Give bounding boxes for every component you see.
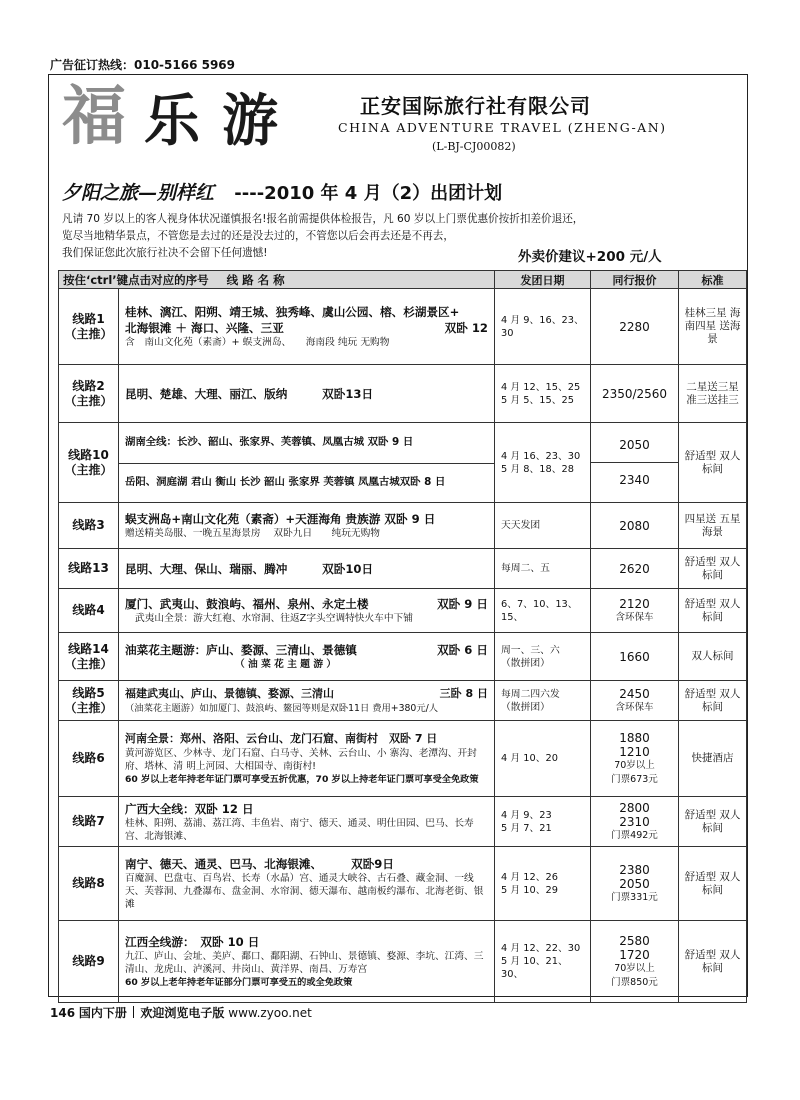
- route-info: 昆明、大理、保山、瑞丽、腾冲 双卧10日: [119, 549, 495, 589]
- route-price: 2120 含环保车: [591, 589, 679, 633]
- route-standard: 快捷酒店: [679, 721, 747, 797]
- route-info: 蜈支洲岛+南山文化苑（素斋）+天涯海角 贵族游 双卧 9 日 赠送精美岛服、一晚五星海景房 双卧九日 纯玩无购物: [119, 503, 495, 549]
- route-standard: 四星送 五星海景: [679, 503, 747, 549]
- route-info: 福建武夷山、庐山、景德镇、婺源、三清山 三卧 8 日 （油菜花主题游）如加厦门、鼓浪屿、鳌园等则是双卧11日 费用+380元/人: [119, 681, 495, 721]
- table-header: [59, 271, 747, 289]
- route-date: 4 月 12、22、30 5 月 10、21、30、: [495, 921, 591, 1003]
- route-price: 1880 1210 70岁以上 门票673元: [591, 721, 679, 797]
- route-standard: 舒适型 双人标间: [679, 681, 747, 721]
- route-price: 2800 2310 门票492元: [591, 797, 679, 847]
- table-row: [59, 847, 747, 921]
- table-row: [59, 721, 747, 797]
- route-price: 2280: [591, 289, 679, 365]
- footer-url-link[interactable]: www.zyoo.net: [228, 1006, 312, 1020]
- route-number-link[interactable]: 线路1 （主推）: [59, 289, 119, 365]
- route-info: 昆明、楚雄、大理、丽江、版纳 双卧13日: [119, 365, 495, 423]
- table-row: [59, 921, 747, 1003]
- route-standard: 舒适型 双人标间: [679, 921, 747, 1003]
- header-route-name: 线 路 名 称: [226, 272, 285, 287]
- table-row: [59, 549, 747, 589]
- route-number-link[interactable]: 线路6: [59, 721, 119, 797]
- route-date: 天天发团: [495, 503, 591, 549]
- intro-line-2: 览尽当地精华景点，不管您是去过的还是没去过的，不管您以后会再去还是不再去，: [62, 230, 454, 242]
- route-number-link[interactable]: 线路3: [59, 503, 119, 549]
- route-price: 2080: [591, 503, 679, 549]
- route-date: 4 月 16、23、30 5 月 8、18、28: [495, 423, 591, 503]
- route-info: 南宁、德天、通灵、巴马、北海银滩、 双卧9日 百魔洞、巴盘屯、百鸟岩、长寿（水晶）宫、通灵大峡谷、古石叠、藏金洞、一线天、芙蓉洞、九叠瀑布、盘金洞、水帘洞、德天瀑布、越南板约瀑布、北海老街、银滩: [119, 847, 495, 921]
- ad-hotline: 广告征订热线：010-5166 5969: [50, 58, 236, 72]
- header-hint: [59, 271, 495, 289]
- route-standard: 舒适型 双人标间: [679, 589, 747, 633]
- route-price: 2580 1720 70岁以上 门票850元: [591, 921, 679, 1003]
- route-info: 广西大全线：双卧 12 日 桂林、阳朔、荔浦、荔江湾、丰鱼岩、南宁、德天、通灵、明仕田园、巴马、长寿宫、北海银滩、: [119, 797, 495, 847]
- footer-browse: 欢迎浏览电子版: [140, 1006, 225, 1020]
- route-date: 4 月 9、23 5 月 7、21: [495, 797, 591, 847]
- route-standard: 舒适型 双人标间: [679, 549, 747, 589]
- footer-section: 国内下册: [78, 1006, 127, 1020]
- route-number-link[interactable]: 线路5 （主推）: [59, 681, 119, 721]
- route-price: 2050 2340: [591, 423, 679, 503]
- page-footer: [50, 1004, 312, 1021]
- table-row: [59, 289, 747, 365]
- table-row: [59, 503, 747, 549]
- route-number-link[interactable]: 线路13: [59, 549, 119, 589]
- route-number-link[interactable]: 线路14 （主推）: [59, 633, 119, 681]
- route-info: 油菜花主题游：庐山、婺源、三清山、景德镇 双卧 6 日 （ 油 菜 花 主 题 游 ）: [119, 633, 495, 681]
- route-info: 桂林、漓江、阳朔、靖王城、独秀峰、虞山公园、榕、杉湖景区+ 北海银滩 ＋ 海口、兴隆、三亚 双卧 12 含 南山文化苑（素斋）+ 蜈支洲岛、 海南段 纯玩 无购物: [119, 289, 495, 365]
- route-info: 厦门、武夷山、鼓浪屿、福州、泉州、永定土楼 双卧 9 日 武夷山全景：游大红袍、水帘洞、往返Z字头空调特快火车中下铺: [119, 589, 495, 633]
- route-number-link[interactable]: 线路2 （主推）: [59, 365, 119, 423]
- route-info: 河南全景：郑州、洛阳、云台山、龙门石窟、南街村 双卧 7 日 黄河游览区、少林寺、龙门石窟、白马寺、关林、云台山、小 寨沟、老潭沟、开封府、塔林、清 明上河园、大相国寺、南街村! 60 岁以上老年持老年证门票可享受五折优惠，70 岁以上持老年证门票可享受全免政策: [119, 721, 495, 797]
- route-date: 周一、三、六 （散拼团）: [495, 633, 591, 681]
- route-number-link[interactable]: 线路7: [59, 797, 119, 847]
- route-info: 江西全线游： 双卧 10 日 九江、庐山、会址、美庐、鄱口、鄱阳湖、石钟山、景德镇、婺源、李坑、江湾、三清山、龙虎山、泸溪河、井岗山、黄洋界、南昌、万寿宫 60 岁以上老年持老年证部分门票可享受五的或全免政策: [119, 921, 495, 1003]
- route-date: 4 月 9、16、23、30: [495, 289, 591, 365]
- route-table: [58, 270, 747, 1003]
- license-number: (L-BJ-CJ00082): [432, 140, 516, 153]
- header-hint-pre: 按住‘ctrl’键点击对应的序号: [63, 272, 209, 287]
- page-title: [62, 178, 502, 205]
- route-number-link[interactable]: 线路9: [59, 921, 119, 1003]
- table-row: [59, 365, 747, 423]
- table-row: [59, 797, 747, 847]
- route-standard: 舒适型 双人标间: [679, 797, 747, 847]
- price-note: 外卖价建议+200 元/人: [518, 249, 662, 265]
- route-date: 每周二四六发 （散拼团）: [495, 681, 591, 721]
- route-standard: 桂林三星 海南四星 送海景: [679, 289, 747, 365]
- logo-char-1: 福: [62, 79, 126, 154]
- route-date: 4 月 12、15、25 5 月 5、15、25: [495, 365, 591, 423]
- table-row: [59, 681, 747, 721]
- route-date: 4 月 10、20: [495, 721, 591, 797]
- route-price: 2450 含环保车: [591, 681, 679, 721]
- route-info: 湖南全线：长沙、韶山、张家界、芙蓉镇、凤凰古城 双卧 9 日 岳阳、洞庭湖 君山 衡山 长沙 韶山 张家界 芙蓉镇 凤凰古城双卧 8 日: [119, 423, 495, 503]
- intro-line-3: 我们保证您此次旅行社决不会留下任何遗憾!: [62, 247, 268, 259]
- logo-char-3: 游: [222, 88, 278, 154]
- header-price: 同行报价: [591, 271, 679, 289]
- route-number-link[interactable]: 线路4: [59, 589, 119, 633]
- route-standard: 二星送三星 准三送挂三: [679, 365, 747, 423]
- page-number: 146: [50, 1006, 76, 1020]
- route-date: 4 月 12、26 5 月 10、29: [495, 847, 591, 921]
- table-row: [59, 589, 747, 633]
- brand-logo: [62, 79, 317, 162]
- route-price: 2620: [591, 549, 679, 589]
- title-slogan: 夕阳之旅—别样红: [62, 182, 215, 204]
- table-row: [59, 423, 747, 503]
- route-date: 每周二、五: [495, 549, 591, 589]
- table-row: [59, 633, 747, 681]
- logo-char-2: 乐: [144, 88, 200, 154]
- route-standard: 舒适型 双人标间: [679, 847, 747, 921]
- route-number-link[interactable]: 线路10 （主推）: [59, 423, 119, 503]
- header-date: 发团日期: [495, 271, 591, 289]
- company-name: 正安国际旅行社有限公司: [360, 94, 591, 118]
- intro-line-1: 凡请 70 岁以上的客人视身体状况谨慎报名!报名前需提供体检报告，凡 60 岁以上门票优惠价按折扣差价退还，: [62, 213, 584, 225]
- route-price: 2380 2050 门票331元: [591, 847, 679, 921]
- route-number-link[interactable]: 线路8: [59, 847, 119, 921]
- title-plan: ----2010 年 4 月（2）出团计划: [234, 183, 503, 204]
- footer-divider: [133, 1006, 135, 1018]
- header-standard: 标准: [679, 271, 747, 289]
- route-price: 2350/2560: [591, 365, 679, 423]
- route-price: 1660: [591, 633, 679, 681]
- route-standard: 舒适型 双人标间: [679, 423, 747, 503]
- route-date: 6、7、10、13、15、: [495, 589, 591, 633]
- company-name-en: CHINA ADVENTURE TRAVEL (ZHENG-AN): [338, 120, 667, 135]
- route-standard: 双人标间: [679, 633, 747, 681]
